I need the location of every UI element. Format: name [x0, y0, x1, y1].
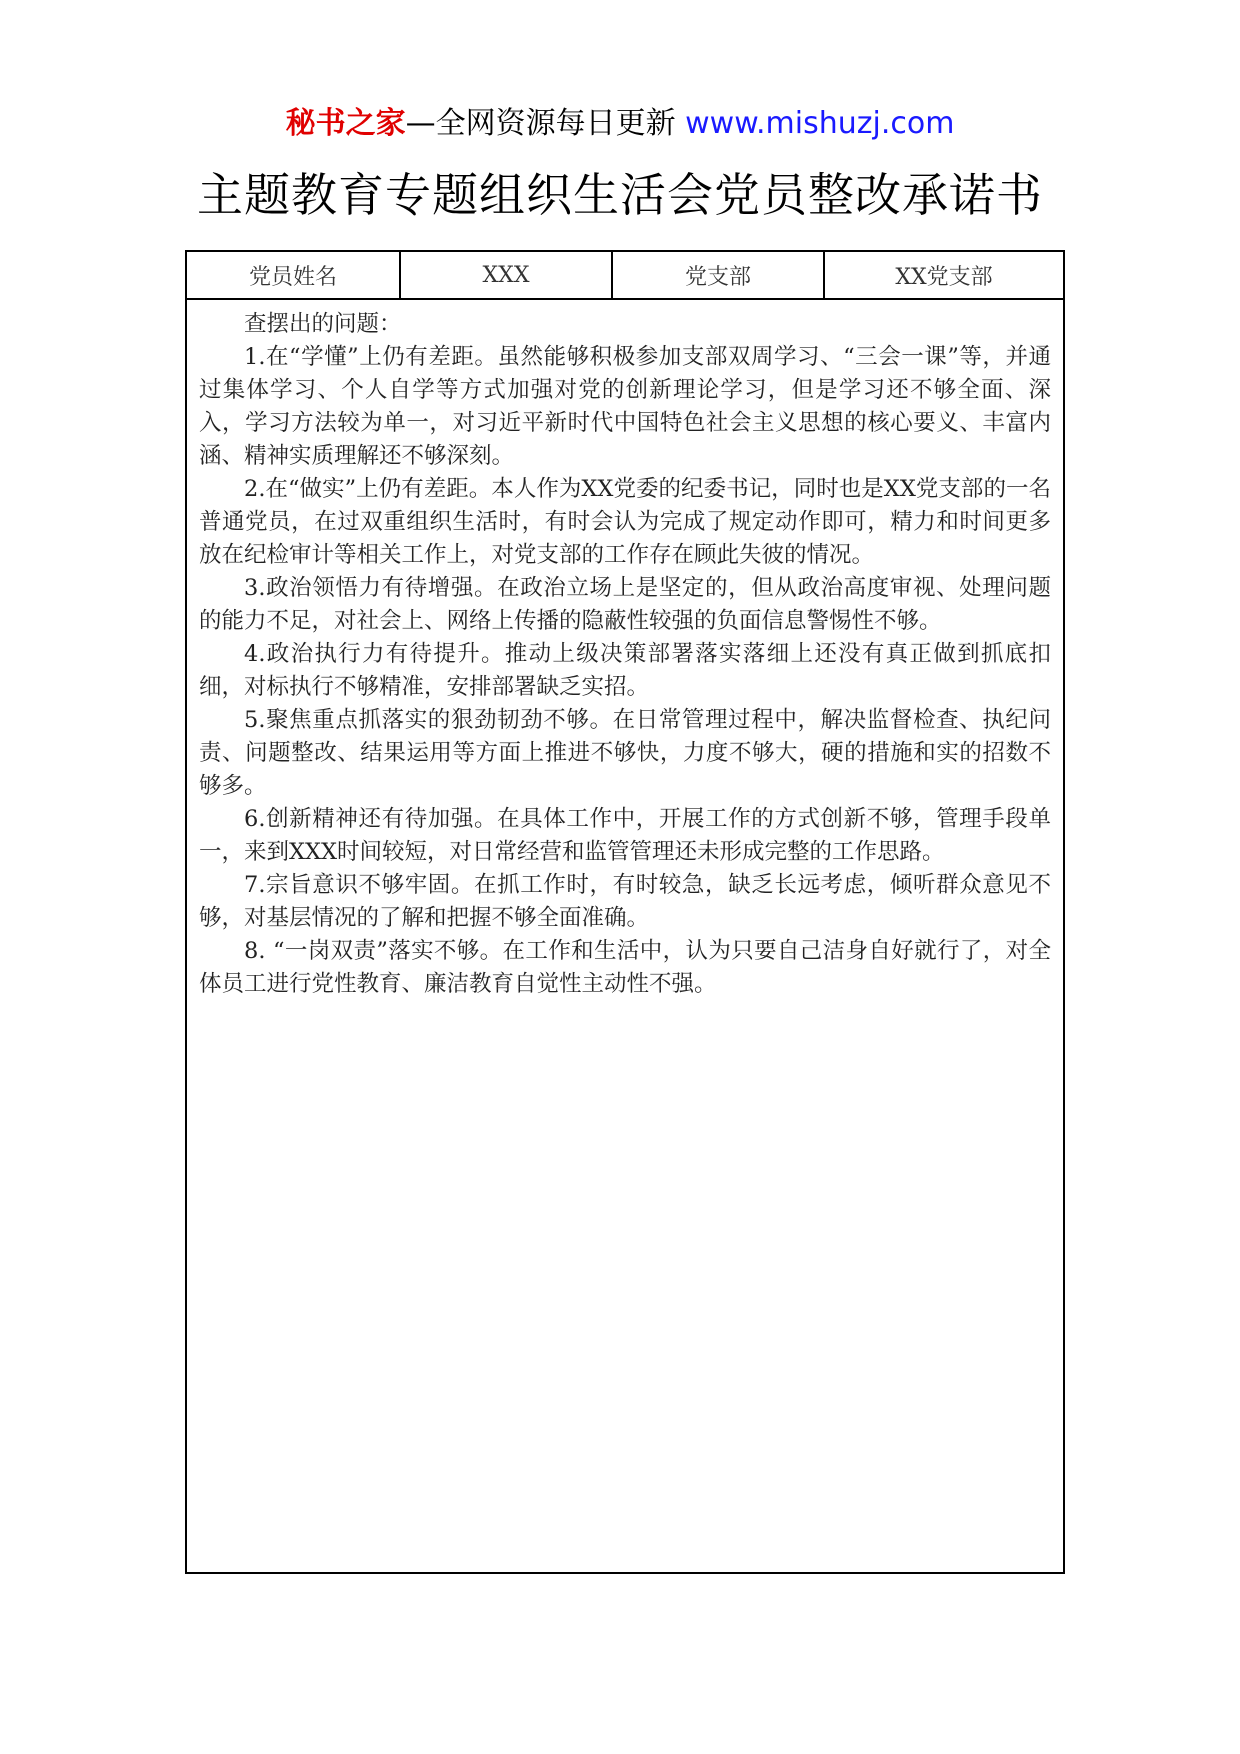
member-info-row — [187, 252, 1063, 300]
problem-item-5: 5.聚焦重点抓落实的狠劲韧劲不够。在日常管理过程中，解决监督检查、执纪问责、问题整改、结果运用等方面上推进不够快，力度不够大，硬的措施和实的招数不够多。 — [199, 707, 1051, 799]
problem-item-8: 8. “一岗双责”落实不够。在工作和生活中，认为只要自己洁身自好就行了，对全体员工进行党性教育、廉洁教育自觉性主动性不强。 — [199, 938, 1051, 997]
site-url[interactable]: www.mishuzj.com — [685, 106, 955, 141]
member-name-label: 党员姓名 — [248, 264, 337, 290]
problem-item-7: 7.宗旨意识不够牢固。在抓工作时，有时较急，缺乏长远考虑，倾听群众意见不够，对基层情况的了解和把握不够全面准确。 — [199, 872, 1051, 931]
problem-item-4: 4.政治执行力有待提升。推动上级决策部署落实落细上还没有真正做到抓底扣细，对标执行不够精准，安排部署缺乏实招。 — [199, 641, 1051, 700]
header-slogan: —全网资源每日更新 — [405, 106, 676, 141]
problem-item-6: 6.创新精神还有待加强。在具体工作中，开展工作的方式创新不够，管理手段单一，来到XXX时间较短，对日常经营和监管管理还未形成完整的工作思路。 — [199, 806, 1051, 865]
party-branch-value: XX党支部 — [823, 252, 1063, 298]
problems-section — [187, 300, 1063, 1001]
brand-name: 秘书之家 — [285, 106, 406, 141]
problem-item-2: 2.在“做实”上仍有差距。本人作为XX党委的纪委书记，同时也是XX党支部的一名普通党员，在过双重组织生活时，有时会认为完成了规定动作即可，精力和时间更多放在纪检审计等相关工作上，对党支部的工作存在顾此失彼的情况。 — [199, 476, 1051, 568]
problem-item-3: 3.政治领悟力有待增强。在政治立场上是坚定的，但从政治高度审视、处理问题的能力不足，对社会上、网络上传播的隐蔽性较强的负面信息警惕性不够。 — [199, 575, 1051, 634]
site-header — [0, 100, 1240, 148]
commitment-form-table — [185, 250, 1065, 1574]
problem-item-1: 1.在“学懂”上仍有差距。虽然能够积极参加支部双周学习、“三会一课”等，并通过集体学习、个人自学等方式加强对党的创新理论学习，但是学习还不够全面、深入，学习方法较为单一，对习近平新时代中国特色社会主义思想的核心要义、丰富内涵、精神实质理解还不够深刻。 — [199, 344, 1051, 469]
party-branch-label: 党支部 — [611, 252, 823, 298]
problems-heading: 查摆出的问题： — [244, 311, 402, 337]
document-title: 主题教育专题组织生活会党员整改承诺书 — [197, 168, 1043, 222]
member-name-value: XXX — [399, 252, 611, 298]
